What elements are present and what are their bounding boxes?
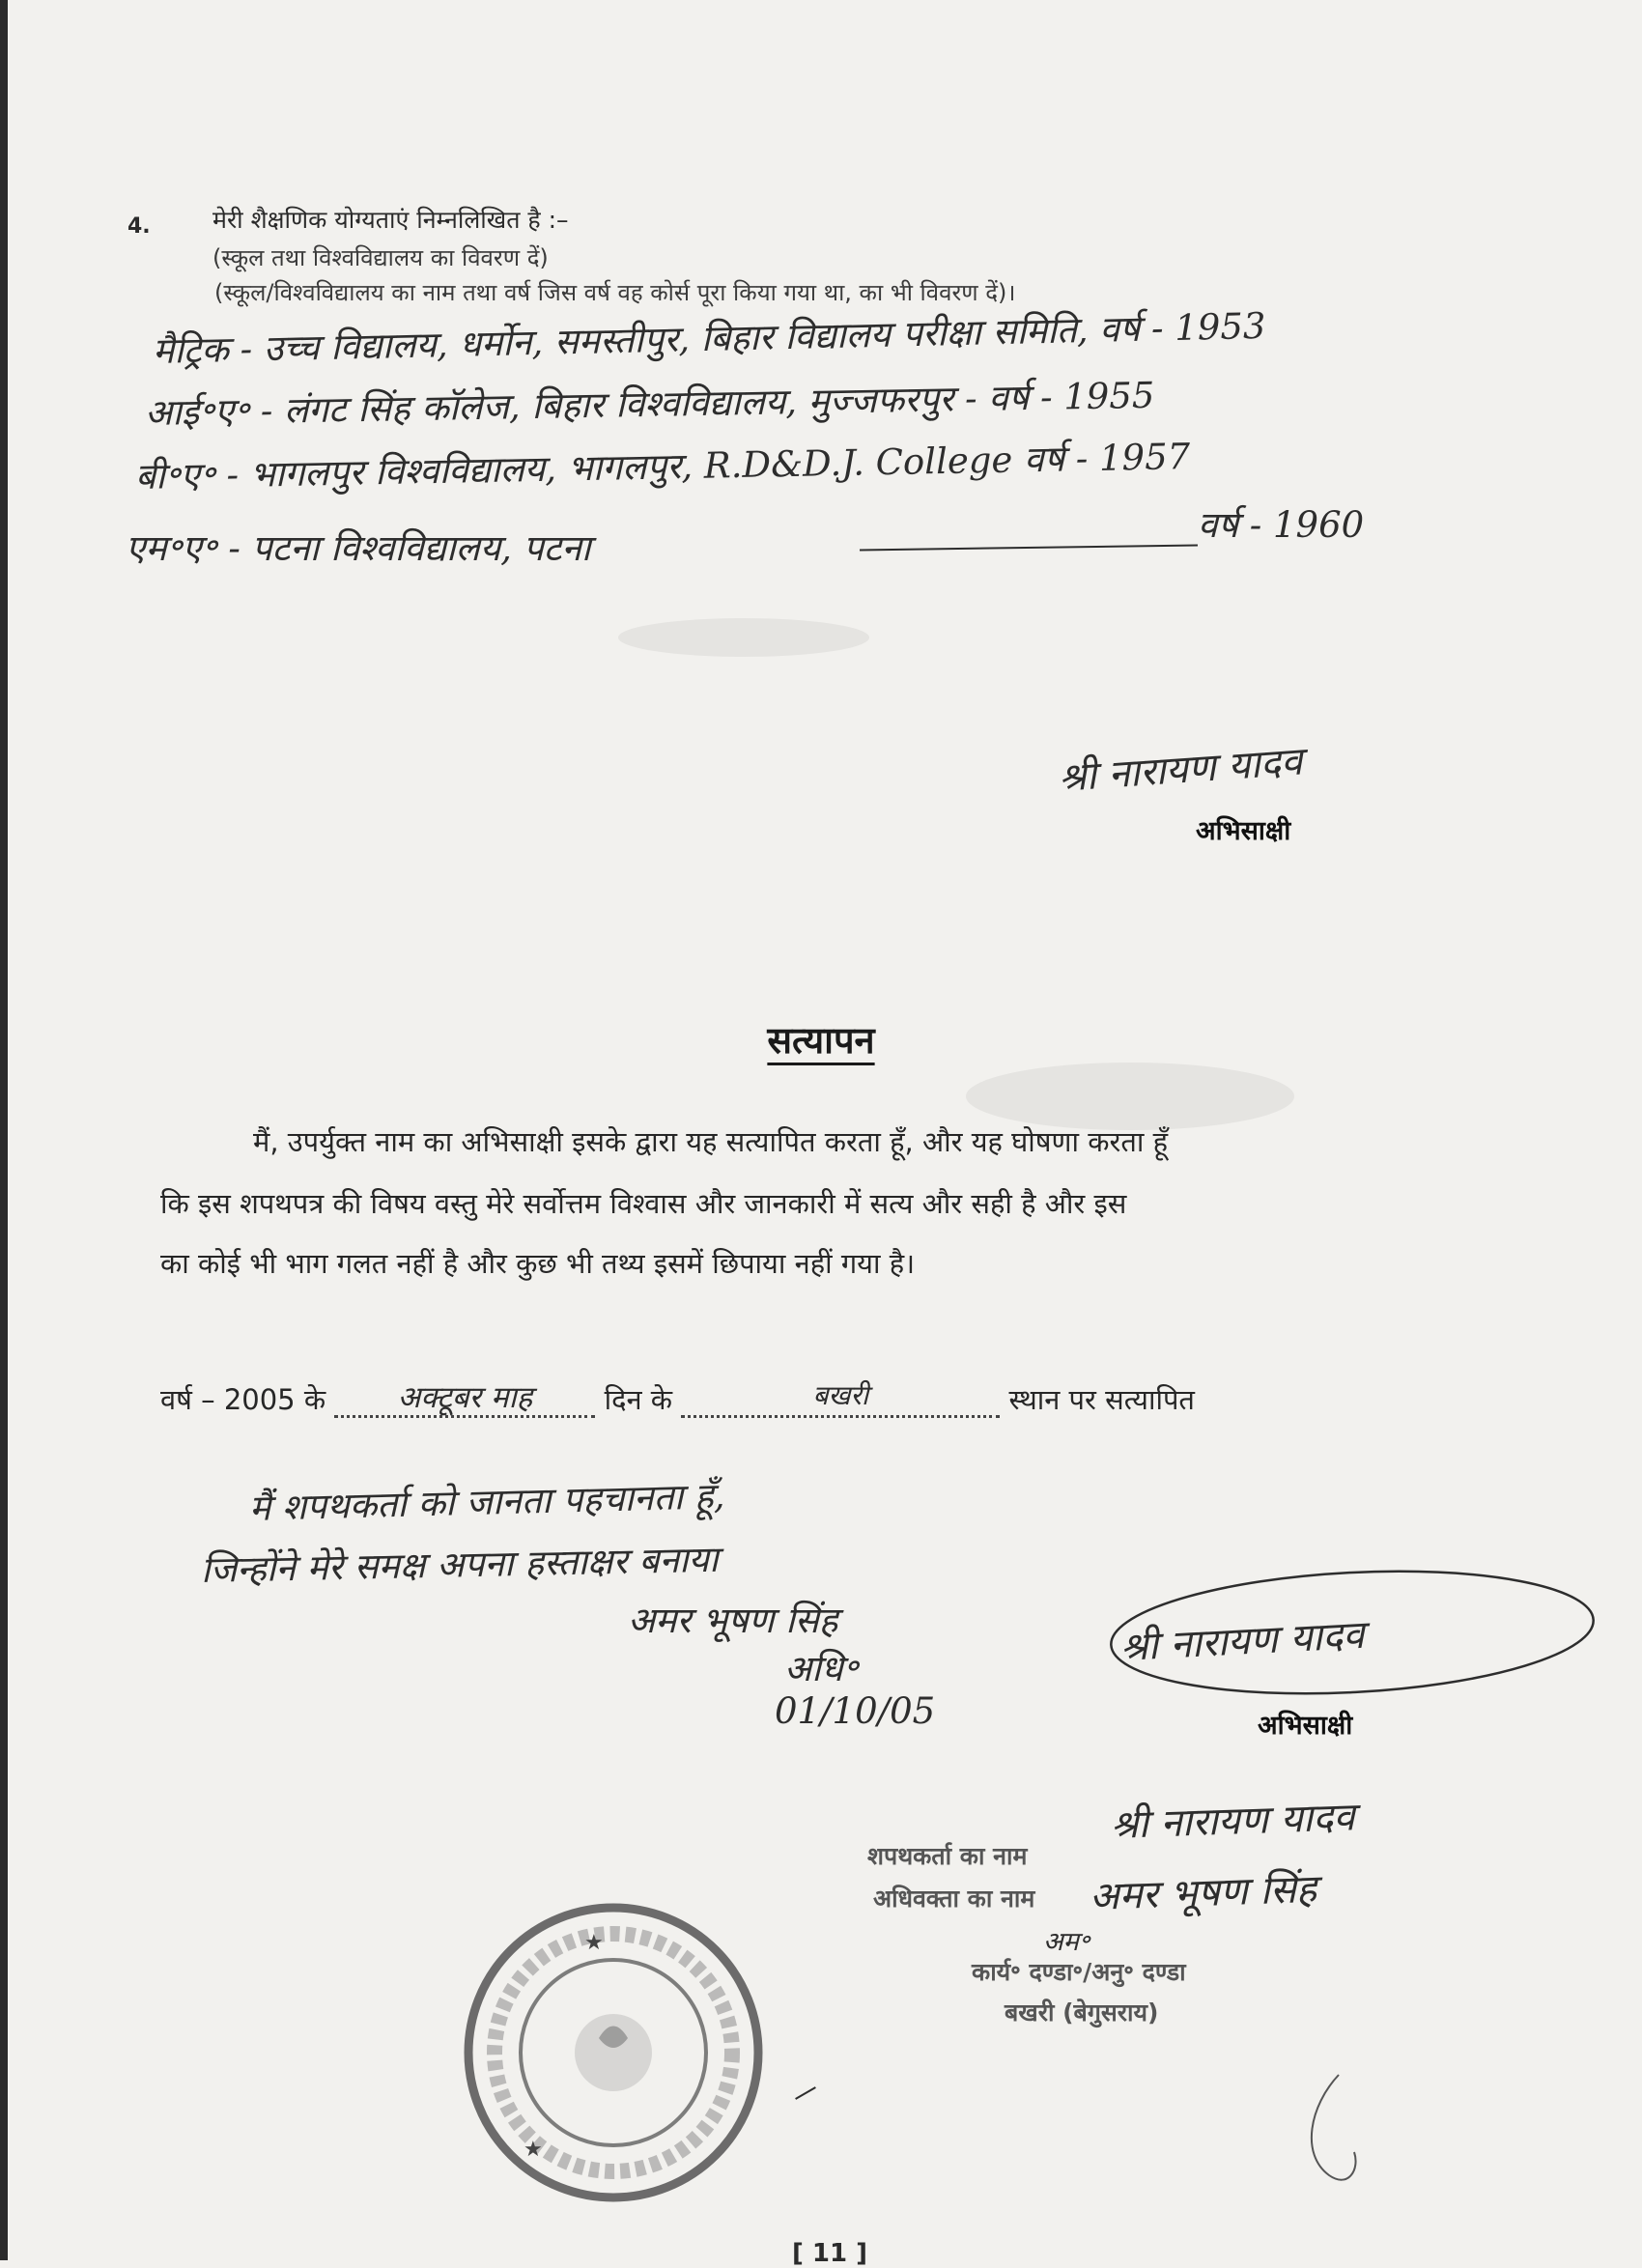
svg-text:★: ★ <box>524 2138 543 2162</box>
deponent-label: अभिसाक्षी <box>1258 1711 1353 1741</box>
month-field: अक्टूबर माह <box>334 1376 595 1418</box>
page-number: [ 11 ] <box>792 2239 868 2268</box>
advocate-note-line: मैं शपथकर्ता को जानता पहचानता हूँ, <box>248 1475 725 1529</box>
handwritten-dash <box>860 545 1198 552</box>
item-number: 4. <box>127 214 151 239</box>
deponent-label: अभिसाक्षी <box>1196 816 1291 846</box>
qualification-entry-ma: एम॰ए॰ - पटना विश्वविद्यालय, पटना <box>126 527 591 569</box>
verification-paragraph-line: का कोई भी भाग गलत नहीं है और कुछ भी तथ्य इसमें छिपाया नहीं गया है। <box>160 1247 916 1280</box>
initials: अम॰ <box>1043 1927 1090 1957</box>
advocate-sign-date: 01/10/05 <box>775 1690 936 1732</box>
qualifications-note: (स्कूल तथा विश्वविद्यालय का विवरण दें) <box>212 244 549 271</box>
pen-mark <box>1290 2067 1377 2202</box>
qualification-entry-ba: बी॰ए॰ - भागलपुर विश्वविद्यालय, भागलपुर, R.D&D.J. College वर्ष - 1957 <box>134 436 1191 497</box>
advocate-name: अमर भूषण सिंह <box>628 1600 838 1641</box>
deponent-name-value: श्री नारायण यादव <box>1110 1795 1356 1848</box>
office-seal <box>454 1893 773 2212</box>
verification-paragraph-line: कि इस शपथपत्र की विषय वस्तु मेरे सर्वोत्तम विश्वास और जानकारी में सत्य और सही है और इस <box>160 1187 1127 1220</box>
advocate-designation: अधि॰ <box>784 1648 859 1689</box>
day-label: दिन के <box>604 1383 673 1416</box>
qualification-entry-ma-year: वर्ष - 1960 <box>1198 504 1365 546</box>
pen-mark <box>795 2086 816 2100</box>
qualifications-note: (स्कूल/विश्वविद्यालय का नाम तथा वर्ष जिस वर्ष वह कोर्स पूरा किया गया था, का भी विवरण दें)। <box>214 279 1016 306</box>
qualification-entry-ia: आई॰ए॰ - लंगट सिंह कॉलेज, बिहार विश्वविद्यालय, मुज्जफरपुर - वर्ष - 1955 <box>144 374 1155 434</box>
scan-smudge <box>618 618 869 657</box>
place-suffix: स्थान पर सत्यापित <box>1008 1383 1195 1416</box>
deponent-name-label: शपथकर्ता का नाम <box>867 1842 1028 1870</box>
verification-paragraph-line: मैं, उपर्युक्त नाम का अभिसाक्षी इसके द्वारा यह सत्यापित करता हूँ, और यह घोषणा करता हूँ <box>253 1125 1169 1158</box>
verification-title: सत्यापन <box>767 1019 875 1062</box>
advocate-note-line: जिन्होंने मेरे समक्ष अपना हस्ताक्षर बनाया <box>200 1538 720 1591</box>
year-prefix: वर्ष – 2005 के <box>160 1383 326 1416</box>
advocate-name-label: अधिवक्ता का नाम <box>873 1885 1035 1913</box>
deponent-signature: श्री नारायण यादव <box>1057 739 1304 801</box>
qualifications-heading: मेरी शैक्षणिक योग्यताएं निम्नलिखित है :– <box>212 206 569 234</box>
advocate-name-value: अमर भूषण सिंह <box>1089 1866 1317 1919</box>
qualification-entry-matric: मैट्रिक - उच्च विद्यालय, धर्मोन, समस्तीपुर, बिहार विद्यालय परीक्षा समिति, वर्ष - 1953 <box>152 304 1266 372</box>
scan-smudge <box>966 1063 1294 1130</box>
verification-date-place-line <box>160 1376 1195 1418</box>
office-line: कार्य॰ दण्डा॰/अनु॰ दण्डा <box>972 1958 1186 1986</box>
deponent-signature: श्री नारायण यादव <box>1118 1612 1366 1670</box>
place-field: बखरी <box>681 1376 1000 1418</box>
place-line: बखरी (बेगुसराय) <box>1005 1999 1159 2027</box>
svg-text:★: ★ <box>584 1931 604 1955</box>
scanned-page-edge <box>0 0 8 2260</box>
